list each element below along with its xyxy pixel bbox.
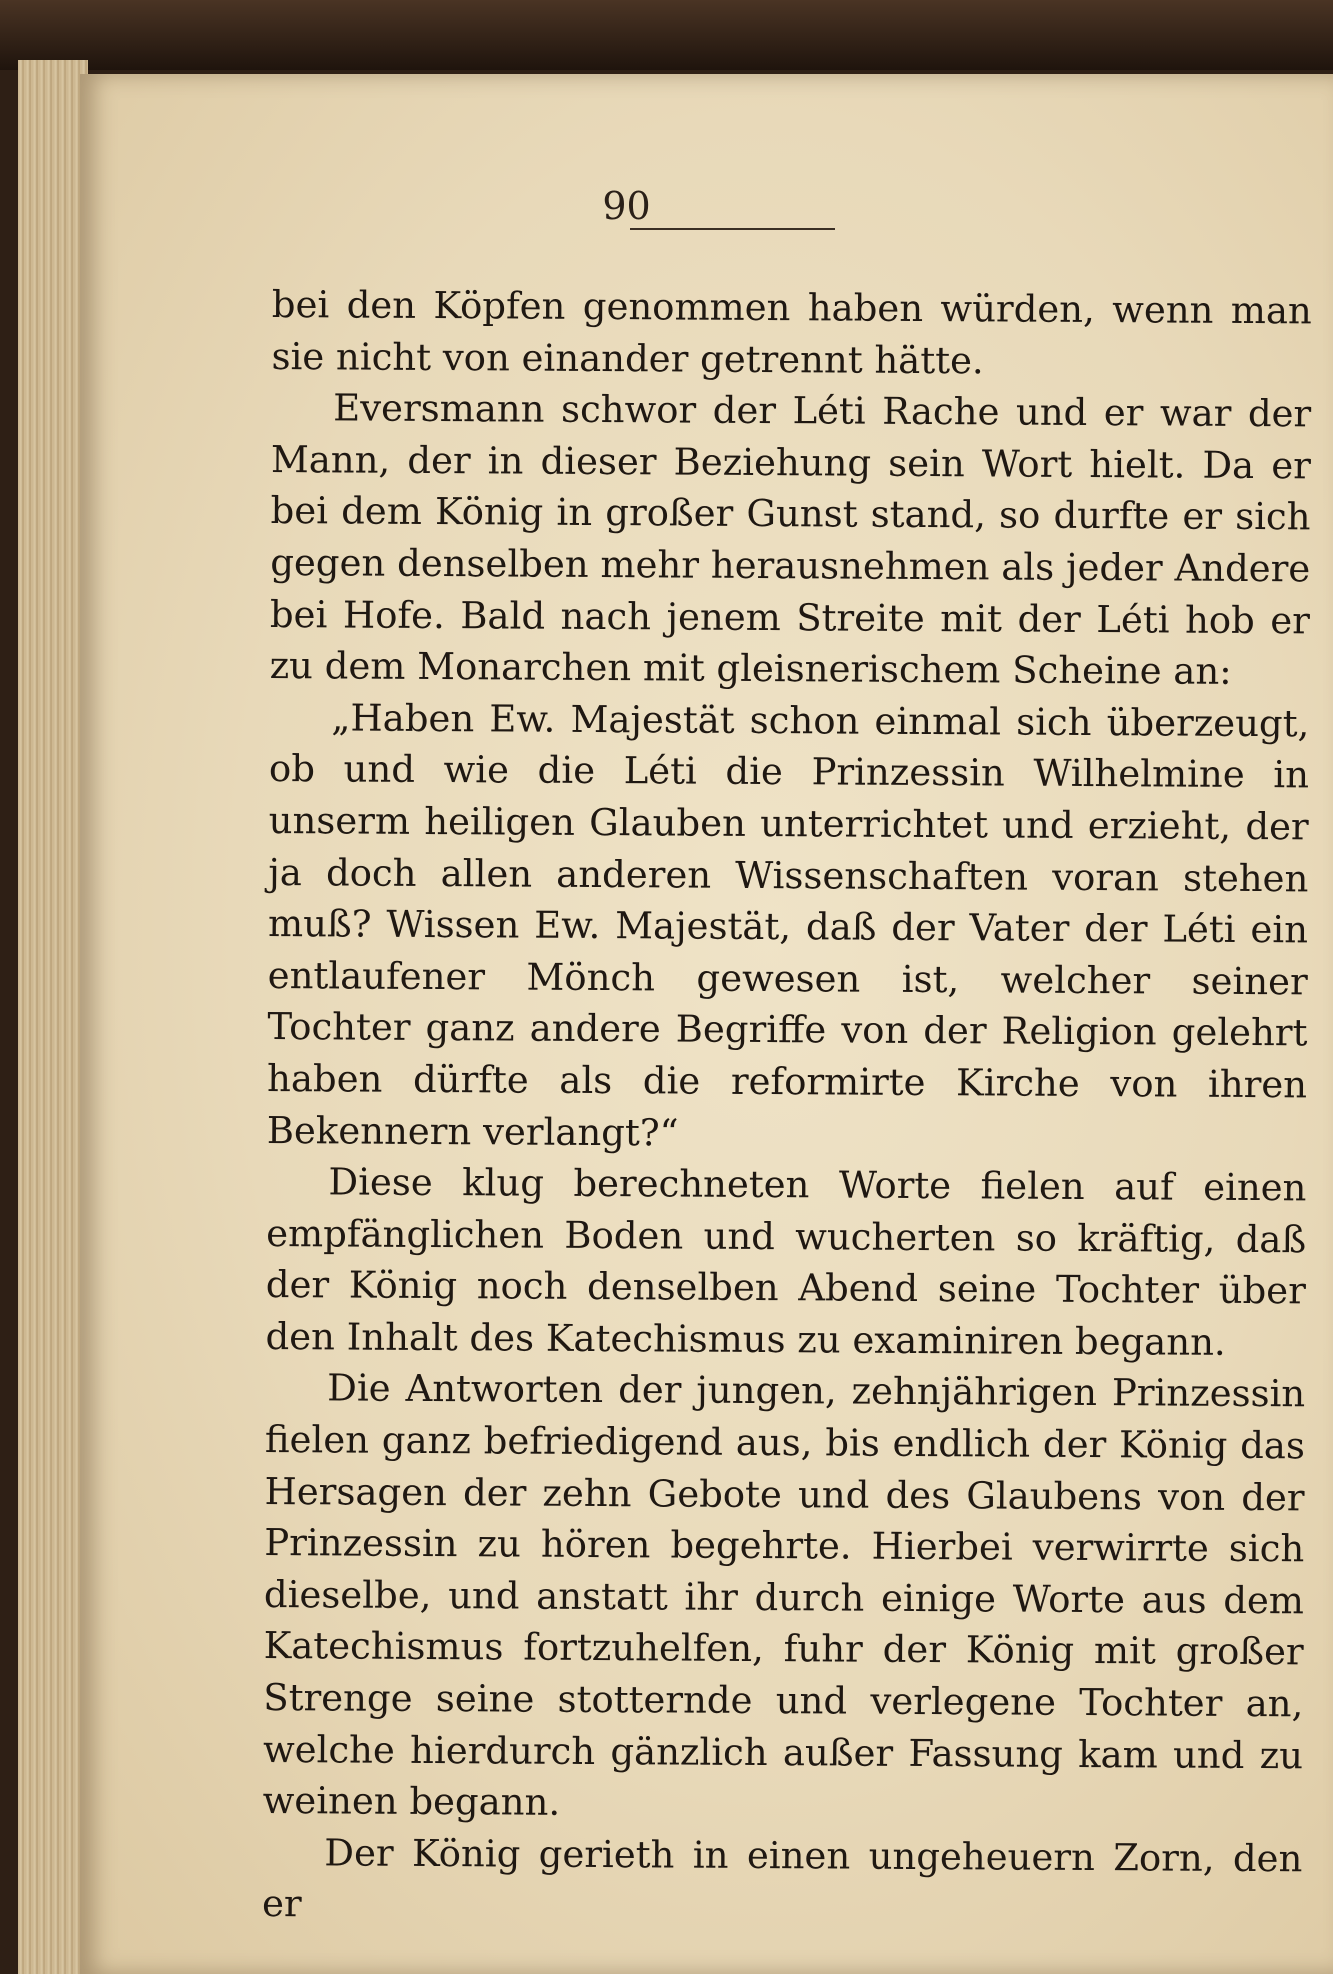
- book-page: [80, 74, 1333, 1974]
- paragraph-2: Eversmann schwor der Léti Rache und er war der Mann, der in dieser Beziehung sein Wort hielt. Da er bei dem König in großer Gunst stand, so durfte er sich gegen denselben mehr herausnehmen als jeder Andere bei Hofe. Bald nach jenem Streite mit der Léti hob er zu dem Monarchen mit gleisnerischem Scheine an:: [269, 386, 1312, 694]
- page-number: 90: [602, 184, 651, 228]
- body-text: [262, 279, 1312, 1936]
- page-stack-edge: [18, 60, 88, 1974]
- paragraph-4: Diese klug berechneten Worte fielen auf einen empfänglichen Boden und wucherten so kräftig, daß der König noch denselben Abend seine Tochter über den Inhalt des Katechismus zu examiniren begann.: [265, 1160, 1307, 1364]
- header-rule: [630, 228, 835, 230]
- paragraph-5: Die Antworten der jungen, zehnjährigen Prinzessin fielen ganz befriedigend aus, bis endlich der König das Hersagen der zehn Gebote und des Glaubens von der Prinzessin zu hören begehrte. Hierbei verwirrte sich dieselbe, und anstatt ihr durch einige Worte aus dem Katechismus fortzuhelfen, fuhr der König mit großer Strenge seine stotternde und verlegene Tochter an, welche hierdurch gänzlich außer Fassung kam und zu weinen begann.: [262, 1366, 1306, 1825]
- book-cover-edge: [0, 0, 1333, 70]
- paragraph-3: „Haben Ew. Majestät schon einmal sich überzeugt, ob und wie die Léti die Prinzessin Wilhelmine in unserm heiligen Glauben unterrichtet und erzieht, der ja doch allen anderen Wissenschaften voran stehen muß? Wissen Ew. Majestät, daß der Vater der Léti ein entlaufener Mönch gewesen ist, welcher seiner Tochter ganz andere Begriffe von der Religion gelehrt haben dürfte als die reformirte Kirche von ihren Bekennern verlangt?“: [266, 696, 1310, 1154]
- paragraph-1: bei den Köpfen genommen haben würden, wenn man sie nicht von einander getrennt hätte.: [271, 282, 1312, 382]
- paragraph-6: Der König gerieth in einen ungeheuern Zorn, den er: [261, 1831, 1303, 1926]
